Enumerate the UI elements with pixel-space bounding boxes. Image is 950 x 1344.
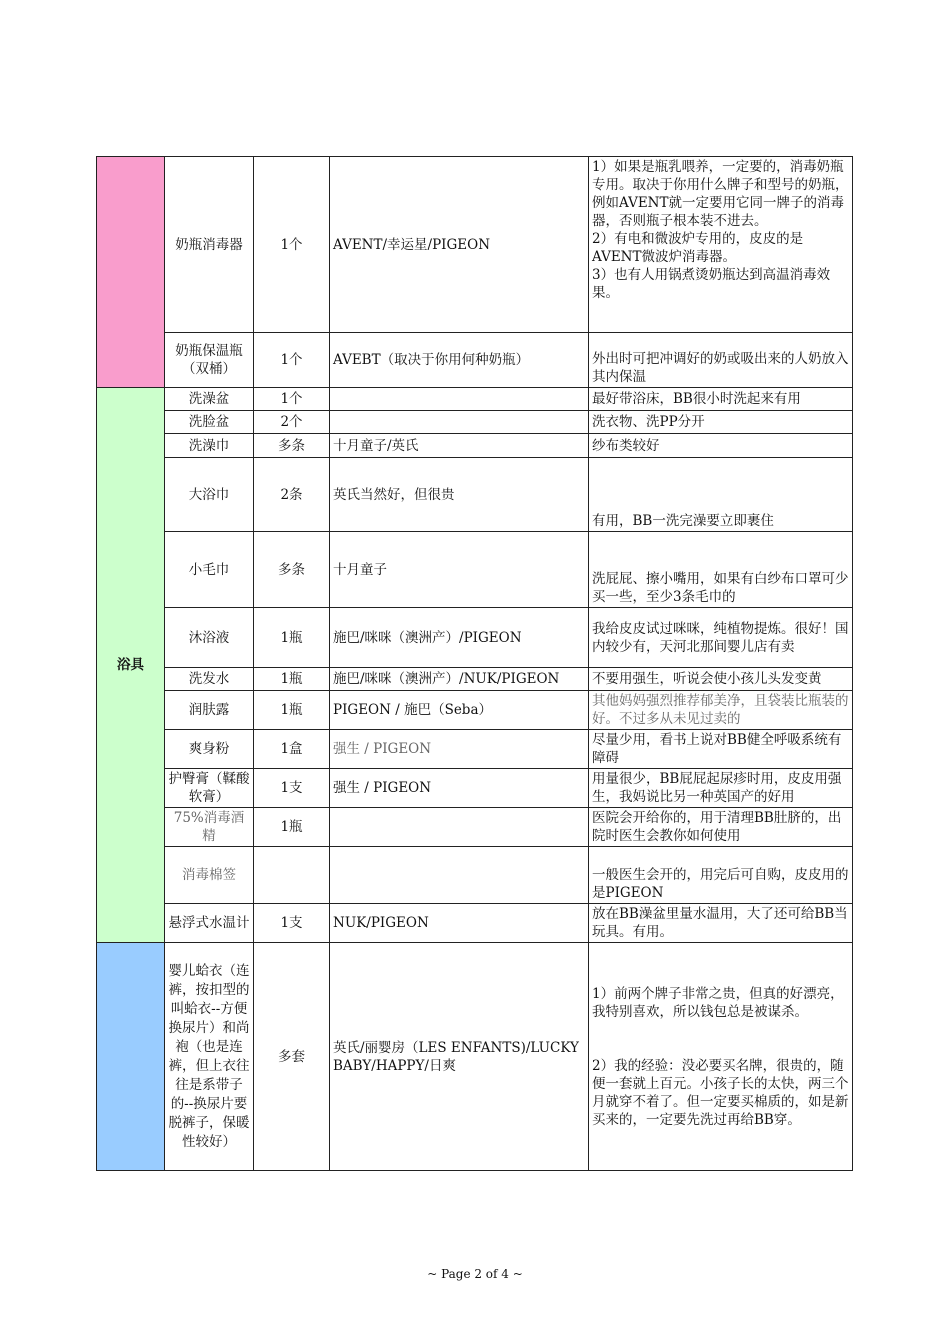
qty-cell: 1瓶 [254, 808, 330, 847]
note-cell: 我给皮皮试过咪咪，纯植物提炼。很好！国内较少有，天河北那间婴儿店有卖 [589, 608, 853, 668]
qty-cell: 1盒 [254, 730, 330, 769]
qty-cell: 1支 [254, 769, 330, 808]
table-row [97, 608, 853, 668]
item-cell: 消毒棉签 [165, 847, 254, 904]
table-row [97, 943, 853, 1171]
item-cell: 润肤露 [165, 691, 254, 730]
table-row [97, 333, 853, 388]
brand-cell: AVENT/幸运星/PIGEON [330, 157, 589, 333]
brand-cell: AVEBT（取决于你用何种奶瓶） [330, 333, 589, 388]
item-cell: 沐浴液 [165, 608, 254, 668]
brand-cell: 十月童子/英氏 [330, 434, 589, 458]
brand-cell: PIGEON / 施巴（Seba） [330, 691, 589, 730]
item-cell: 洗澡盆 [165, 388, 254, 411]
qty-cell: 1个 [254, 333, 330, 388]
item-cell: 洗澡巾 [165, 434, 254, 458]
table-row [97, 730, 853, 769]
qty-cell: 多条 [254, 532, 330, 608]
page-footer: ~ Page 2 of 4 ~ [427, 1267, 523, 1281]
note-cell: 用量很少，BB屁屁起尿疹时用，皮皮用强生，我妈说比另一种英国产的好用 [589, 769, 853, 808]
brand-cell: 英氏/丽婴房（LES ENFANTS)/LUCKY BABY/HAPPY/日爽 [330, 943, 589, 1171]
note-cell: 洗屁屁、擦小嘴用，如果有白纱布口罩可少买一些，至少3条毛巾的 [589, 532, 853, 608]
supply-table [96, 156, 853, 1171]
table-row [97, 434, 853, 458]
note-cell: 尽量少用，看书上说对BB健全呼吸系统有障碍 [589, 730, 853, 769]
brand-cell: NUK/PIGEON [330, 904, 589, 943]
brand-cell: 强生 / PIGEON [330, 730, 589, 769]
table-row [97, 458, 853, 532]
category-cell-feeding [97, 157, 165, 388]
note-cell: 外出时可把冲调好的奶或吸出来的人奶放入其内保温 [589, 333, 853, 388]
item-cell: 洗脸盆 [165, 411, 254, 434]
note-cell: 一般医生会开的，用完后可自购，皮皮用的是PIGEON [589, 847, 853, 904]
brand-cell [330, 411, 589, 434]
brand-cell: 英氏当然好，但很贵 [330, 458, 589, 532]
note-line: 2）我的经验：没必要买名牌，很贵的，随便一套就上百元。小孩子长的太快，两三个月就穿不着了。但一定要买棉质的，如是新买来的，一定要先洗过再给BB穿。 [592, 1057, 849, 1128]
qty-cell: 2个 [254, 411, 330, 434]
item-cell: 洗发水 [165, 668, 254, 691]
item-cell: 75%消毒酒精 [165, 808, 254, 847]
qty-cell: 2条 [254, 458, 330, 532]
qty-cell: 1瓶 [254, 691, 330, 730]
note-line: 1）如果是瓶乳喂养，一定要的，消毒奶瓶专用。取决于你用什么牌子和型号的奶瓶，例如AVENT就一定要用它同一牌子的消毒器，否则瓶子根本装不进去。 [592, 159, 849, 229]
note-cell: 最好带浴床，BB很小时洗起来有用 [589, 388, 853, 411]
note-cell [589, 943, 853, 1171]
item-cell: 奶瓶保温瓶（双桶） [165, 333, 254, 388]
brand-cell: 施巴/咪咪（澳洲产）/NUK/PIGEON [330, 668, 589, 691]
table-row [97, 532, 853, 608]
qty-cell [254, 847, 330, 904]
note-cell [589, 157, 853, 333]
brand-cell: 施巴/咪咪（澳洲产）/PIGEON [330, 608, 589, 668]
note-cell: 有用，BB一洗完澡要立即裹住 [589, 458, 853, 532]
item-cell: 奶瓶消毒器 [165, 157, 254, 333]
item-cell: 悬浮式水温计 [165, 904, 254, 943]
note-line: 1）前两个牌子非常之贵，但真的好漂亮，我特别喜欢，所以钱包总是被谋杀。 [592, 985, 844, 1020]
table-row [97, 668, 853, 691]
table-row [97, 157, 853, 333]
item-cell: 小毛巾 [165, 532, 254, 608]
table-row [97, 904, 853, 943]
note-cell: 医院会开给你的，用于清理BB肚脐的，出院时医生会教你如何使用 [589, 808, 853, 847]
table-row [97, 388, 853, 411]
brand-cell [330, 847, 589, 904]
item-cell: 大浴巾 [165, 458, 254, 532]
qty-cell: 1个 [254, 157, 330, 333]
note-line: 2）有电和微波炉专用的，皮皮的是AVENT微波炉消毒器。 [592, 231, 804, 265]
category-cell-clothing [97, 943, 165, 1171]
item-cell: 护臀膏（鞣酸软膏） [165, 769, 254, 808]
item-cell: 婴儿蛤衣（连裤，按扣型的叫蛤衣--方便换尿片）和尚袍（也是连裤，但上衣往往是系带子的--换尿片要脱裤子，保暖性较好） [165, 943, 254, 1171]
note-cell: 其他妈妈强烈推荐郁美净，且袋装比瓶装的好。不过多从未见过卖的 [589, 691, 853, 730]
qty-cell: 1瓶 [254, 608, 330, 668]
brand-cell [330, 388, 589, 411]
note-cell: 放在BB澡盆里量水温用，大了还可给BB当玩具。有用。 [589, 904, 853, 943]
table-row [97, 847, 853, 904]
brand-cell: 强生 / PIGEON [330, 769, 589, 808]
category-label-bath: 浴具 [117, 657, 144, 673]
note-cell: 不要用强生，听说会使小孩儿头发变黄 [589, 668, 853, 691]
note-cell: 洗衣物、洗PP分开 [589, 411, 853, 434]
item-cell: 爽身粉 [165, 730, 254, 769]
brand-cell [330, 808, 589, 847]
category-cell-bath [97, 388, 165, 943]
qty-cell: 多条 [254, 434, 330, 458]
note-cell: 纱布类较好 [589, 434, 853, 458]
table-row [97, 411, 853, 434]
table-row [97, 808, 853, 847]
brand-cell: 十月童子 [330, 532, 589, 608]
qty-cell: 多套 [254, 943, 330, 1171]
qty-cell: 1个 [254, 388, 330, 411]
qty-cell: 1支 [254, 904, 330, 943]
qty-cell: 1瓶 [254, 668, 330, 691]
table-row [97, 691, 853, 730]
note-line: 3）也有人用锅煮烫奶瓶达到高温消毒效果。 [592, 267, 831, 301]
table-row [97, 769, 853, 808]
